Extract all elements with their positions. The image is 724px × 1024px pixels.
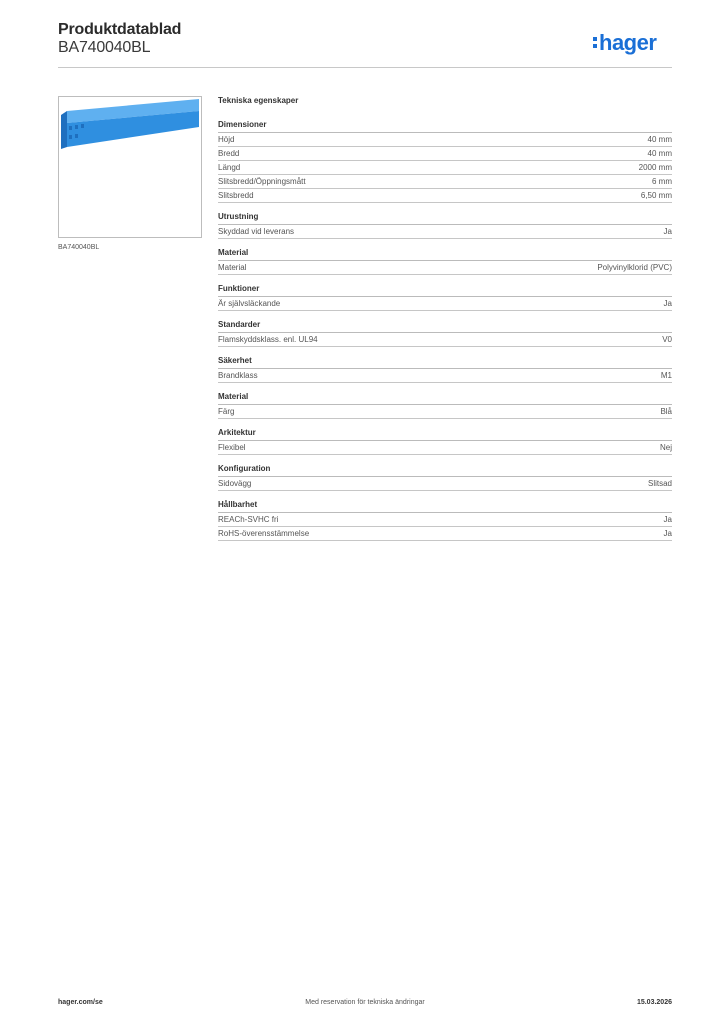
spec-label: Höjd [218, 135, 235, 144]
section-title: Standarder [218, 320, 672, 333]
spec-sections [218, 120, 672, 541]
section-title: Material [218, 248, 672, 261]
section-title: Arkitektur [218, 428, 672, 441]
spec-value: Polyvinylklorid (PVC) [597, 263, 672, 272]
spec-label: Längd [218, 163, 241, 172]
spec-section [218, 464, 672, 491]
spec-value: M1 [660, 371, 672, 380]
spec-value: Ja [663, 227, 672, 236]
spec-value: 40 mm [647, 149, 672, 158]
spec-label: Material [218, 263, 247, 272]
product-code: BA740040BL [58, 39, 151, 56]
section-title: Material [218, 392, 672, 405]
hager-logo [592, 29, 672, 57]
spec-value: 6 mm [652, 177, 672, 186]
footer-website[interactable]: hager.com/se [58, 999, 103, 1006]
spec-label: RoHS-överensstämmelse [218, 529, 310, 538]
spec-value: Ja [663, 299, 672, 308]
spec-label: Slitsbredd/Öppningsmått [218, 177, 306, 186]
spec-label: Skyddad vid leverans [218, 227, 295, 236]
spec-label: Bredd [218, 149, 240, 158]
footer-notice: Med reservation för tekniska ändringar [305, 999, 425, 1006]
spec-section [218, 428, 672, 455]
spec-label: Brandklass [218, 371, 258, 380]
spec-section [218, 356, 672, 383]
document-title: Produktdatablad [58, 21, 182, 38]
spec-row [218, 513, 672, 527]
spec-row [218, 333, 672, 347]
spec-value: 40 mm [647, 135, 672, 144]
section-title: Hållbarhet [218, 500, 672, 513]
technical-specifications [218, 96, 672, 550]
spec-row [218, 133, 672, 147]
spec-row [218, 161, 672, 175]
spec-row [218, 225, 672, 239]
section-title: Dimensioner [218, 120, 672, 133]
spec-row [218, 147, 672, 161]
section-title: Säkerhet [218, 356, 672, 369]
spec-section [218, 320, 672, 347]
product-image [58, 96, 202, 238]
spec-row [218, 261, 672, 275]
svg-text:hager: hager [599, 30, 657, 55]
section-title: Utrustning [218, 212, 672, 225]
spec-value: 6,50 mm [640, 191, 672, 200]
spec-section [218, 392, 672, 419]
spec-value: Ja [663, 515, 672, 524]
section-title: Konfiguration [218, 464, 672, 477]
footer-date: 15.03.2026 [636, 999, 672, 1006]
spec-row [218, 527, 672, 541]
spec-section [218, 248, 672, 275]
spec-row [218, 189, 672, 203]
spec-label: Är självsläckande [218, 299, 281, 308]
spec-value: Slitsad [647, 479, 672, 488]
header-divider [58, 67, 672, 68]
spec-section [218, 120, 672, 203]
spec-row [218, 175, 672, 189]
spec-row [218, 441, 672, 455]
spec-label: REACh-SVHC fri [218, 515, 279, 524]
spec-label: Flamskyddsklass. enl. UL94 [218, 335, 318, 344]
spec-value: 2000 mm [638, 163, 672, 172]
spec-value: Ja [663, 529, 672, 538]
product-image-caption: BA740040BL [58, 244, 100, 251]
page-header [58, 21, 672, 67]
spec-label: Flexibel [218, 443, 246, 452]
spec-value: Nej [659, 443, 672, 452]
spec-label: Färg [218, 407, 235, 416]
spec-row [218, 369, 672, 383]
spec-label: Sidovägg [218, 479, 252, 488]
spec-value: Blå [660, 407, 672, 416]
specs-heading: Tekniska egenskaper [218, 96, 299, 105]
spec-label: Slitsbredd [218, 191, 254, 200]
page-footer [58, 999, 672, 1011]
spec-section [218, 284, 672, 311]
spec-section [218, 212, 672, 239]
spec-row [218, 297, 672, 311]
section-title: Funktioner [218, 284, 672, 297]
spec-row [218, 405, 672, 419]
spec-section [218, 500, 672, 541]
spec-row [218, 477, 672, 491]
spec-value: V0 [662, 335, 672, 344]
